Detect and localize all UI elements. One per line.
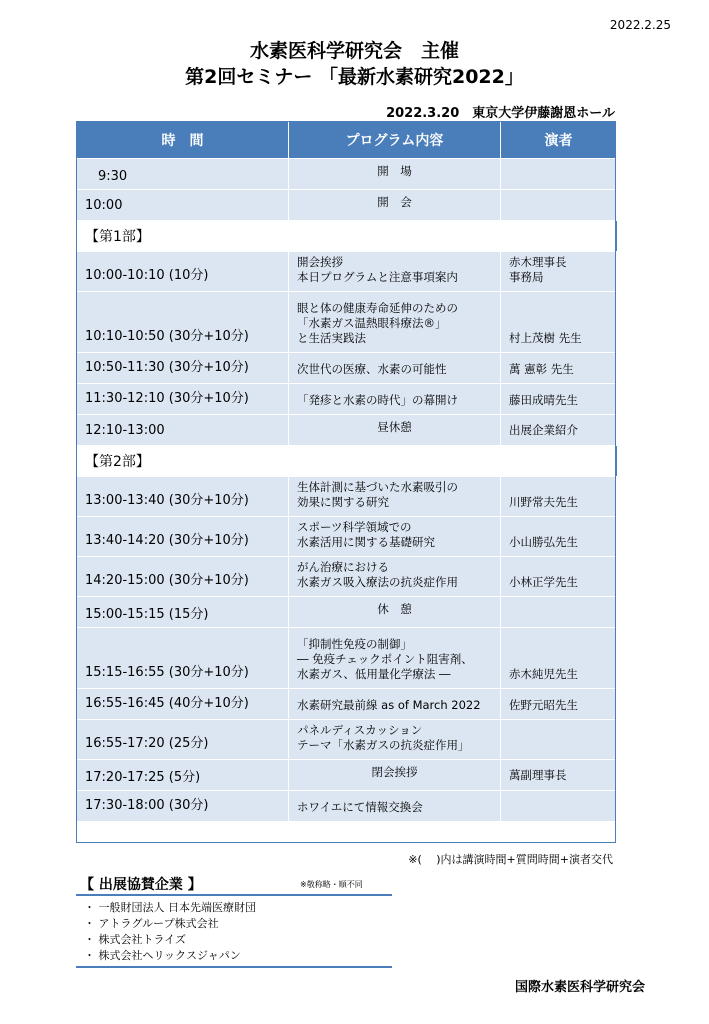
program-cell xyxy=(289,791,501,822)
program-line: 「抑制性免疫の制御」 xyxy=(297,637,412,651)
time-cell: 12:10-13:00 xyxy=(77,415,289,446)
venue-line: 2022.3.20 東京大学伊藤謝恩ホール xyxy=(386,106,615,121)
speaker-line: 事務局 xyxy=(509,270,544,284)
program-line: 閉会挨拶 xyxy=(371,764,418,779)
program-cell xyxy=(289,384,501,415)
section-row xyxy=(77,221,617,252)
program-cell xyxy=(289,353,501,384)
speaker-line: 村上茂樹 先生 xyxy=(509,331,582,345)
time-cell: 14:20-15:00 (30分+10分) xyxy=(77,557,289,597)
time-cell: 9:30 xyxy=(77,159,289,190)
sponsors-list xyxy=(76,894,392,968)
speaker-line: 佐野元昭先生 xyxy=(509,698,578,712)
speaker-cell xyxy=(501,791,617,822)
section-label: 【第2部】 xyxy=(77,446,617,477)
speaker-cell xyxy=(501,517,617,557)
table-row xyxy=(77,720,617,760)
table-row xyxy=(77,760,617,791)
program-line: 生体計測に基づいた水素吸引の xyxy=(297,480,458,494)
speaker-cell xyxy=(501,353,617,384)
program-line: 効果に関する研究 xyxy=(297,495,389,509)
table-header-row xyxy=(77,122,617,159)
time-cell: 17:20-17:25 (5分) xyxy=(77,760,289,791)
schedule-body xyxy=(77,159,617,822)
speaker-cell xyxy=(501,477,617,517)
speaker-cell xyxy=(501,628,617,689)
speaker-line: 川野常夫先生 xyxy=(509,495,578,509)
program-cell xyxy=(289,597,501,628)
program-line: 開 場 xyxy=(377,163,412,178)
program-line: 水素ガス、低用量化学療法 ― xyxy=(297,667,451,681)
section-row xyxy=(77,446,617,477)
program-line: 水素研究最前線 as of March 2022 xyxy=(297,698,481,712)
speaker-cell xyxy=(501,557,617,597)
table-row xyxy=(77,477,617,517)
speaker-line: 赤木理事長 xyxy=(509,255,567,269)
time-cell: 17:30-18:00 (30分) xyxy=(77,791,289,822)
table-row xyxy=(77,517,617,557)
program-line: スポーツ科学領域での xyxy=(297,520,412,534)
program-line: 開会挨拶 xyxy=(297,255,343,269)
speaker-line: 藤田成晴先生 xyxy=(509,393,578,407)
table-row xyxy=(77,689,617,720)
table-row xyxy=(77,159,617,190)
speaker-cell xyxy=(501,190,617,221)
time-cell: 15:15-16:55 (30分+10分) xyxy=(77,628,289,689)
sponsor-item: ・ 株式会社ヘリックスジャパン xyxy=(84,949,241,962)
program-cell xyxy=(289,628,501,689)
program-cell xyxy=(289,252,501,292)
header-speaker: 演者 xyxy=(501,122,617,159)
table-row xyxy=(77,353,617,384)
time-cell: 13:40-14:20 (30分+10分) xyxy=(77,517,289,557)
program-line: と生活実践法 xyxy=(297,331,366,345)
program-line: パネルディスカッション xyxy=(297,723,423,737)
speaker-cell xyxy=(501,760,617,791)
program-line: 次世代の医療、水素の可能性 xyxy=(297,362,447,376)
organizer-title: 水素医科学研究会 主催 xyxy=(249,40,459,62)
table-row xyxy=(77,597,617,628)
sponsor-item: ・ アトラグループ株式会社 xyxy=(84,917,219,930)
section-label: 【第1部】 xyxy=(77,221,617,252)
sponsor-item: ・ 株式会社トライズ xyxy=(84,933,187,946)
program-cell xyxy=(289,760,501,791)
table-row xyxy=(77,292,617,353)
speaker-cell xyxy=(501,415,617,446)
speaker-cell xyxy=(501,159,617,190)
program-cell xyxy=(289,557,501,597)
program-line: テーマ「水素ガスの抗炎症作用」 xyxy=(297,738,470,752)
header-time: 時 間 xyxy=(77,122,289,159)
time-cell: 16:55-16:45 (40分+10分) xyxy=(77,689,289,720)
schedule-table xyxy=(76,121,617,822)
program-cell xyxy=(289,720,501,760)
sponsor-item: ・ 一般財団法人 日本先端医療財団 xyxy=(84,901,256,914)
speaker-cell xyxy=(501,292,617,353)
time-cell: 15:00-15:15 (15分) xyxy=(77,597,289,628)
program-cell xyxy=(289,477,501,517)
program-cell xyxy=(289,415,501,446)
time-cell: 16:55-17:20 (25分) xyxy=(77,720,289,760)
program-line: 昼休憩 xyxy=(377,419,412,434)
header-program: プログラム内容 xyxy=(289,122,501,159)
speaker-cell xyxy=(501,252,617,292)
program-line: ― 免疫チェックポイント阻害剤、 xyxy=(297,652,473,666)
program-line: 眼と体の健康寿命延伸のための xyxy=(297,301,458,315)
table-row xyxy=(77,791,617,822)
seminar-title: 第2回セミナー 「最新水素研究2022」 xyxy=(185,66,524,88)
document-date: 2022.2.25 xyxy=(609,18,671,32)
program-cell xyxy=(289,190,501,221)
program-cell xyxy=(289,159,501,190)
organization-name: 国際水素医科学研究会 xyxy=(514,980,645,995)
table-row xyxy=(77,557,617,597)
speaker-cell xyxy=(501,720,617,760)
program-cell xyxy=(289,517,501,557)
table-row xyxy=(77,415,617,446)
program-line: 「水素ガス温熱眼科療法®」 xyxy=(297,316,447,330)
speaker-line: 萬 憲彰 先生 xyxy=(509,362,574,376)
program-line: 「発疹と水素の時代」の幕開け xyxy=(297,393,458,407)
time-cell: 13:00-13:40 (30分+10分) xyxy=(77,477,289,517)
time-cell: 11:30-12:10 (30分+10分) xyxy=(77,384,289,415)
time-cell: 10:10-10:50 (30分+10分) xyxy=(77,292,289,353)
sponsors-note: ※敬称略・順不同 xyxy=(300,880,363,889)
program-line: ホワイエにて情報交換会 xyxy=(297,800,423,814)
speaker-cell xyxy=(501,384,617,415)
program-line: がん治療における xyxy=(297,560,389,574)
table-row xyxy=(77,384,617,415)
time-note: ※( )内は講演時間+質問時間+演者交代 xyxy=(408,853,613,866)
speaker-cell xyxy=(501,597,617,628)
program-line: 休 憩 xyxy=(377,601,412,616)
time-cell: 10:50-11:30 (30分+10分) xyxy=(77,353,289,384)
program-cell xyxy=(289,689,501,720)
speaker-line: 小山勝弘先生 xyxy=(509,535,578,549)
sponsors-title: 【 出展協賛企業 】 xyxy=(80,877,202,893)
speaker-line: 出展企業紹介 xyxy=(509,422,578,437)
program-cell xyxy=(289,292,501,353)
program-line: 水素ガス吸入療法の抗炎症作用 xyxy=(297,575,458,589)
time-cell: 10:00 xyxy=(77,190,289,221)
time-cell: 10:00-10:10 (10分) xyxy=(77,252,289,292)
speaker-cell xyxy=(501,689,617,720)
speaker-line: 萬副理事長 xyxy=(509,767,567,782)
speaker-line: 赤木純児先生 xyxy=(509,667,578,681)
program-line: 開 会 xyxy=(377,194,412,209)
table-row xyxy=(77,190,617,221)
speaker-line: 小林正学先生 xyxy=(509,575,578,589)
program-line: 本日プログラムと注意事項案内 xyxy=(297,270,458,284)
program-line: 水素活用に関する基礎研究 xyxy=(297,535,435,549)
table-row xyxy=(77,628,617,689)
table-row xyxy=(77,252,617,292)
